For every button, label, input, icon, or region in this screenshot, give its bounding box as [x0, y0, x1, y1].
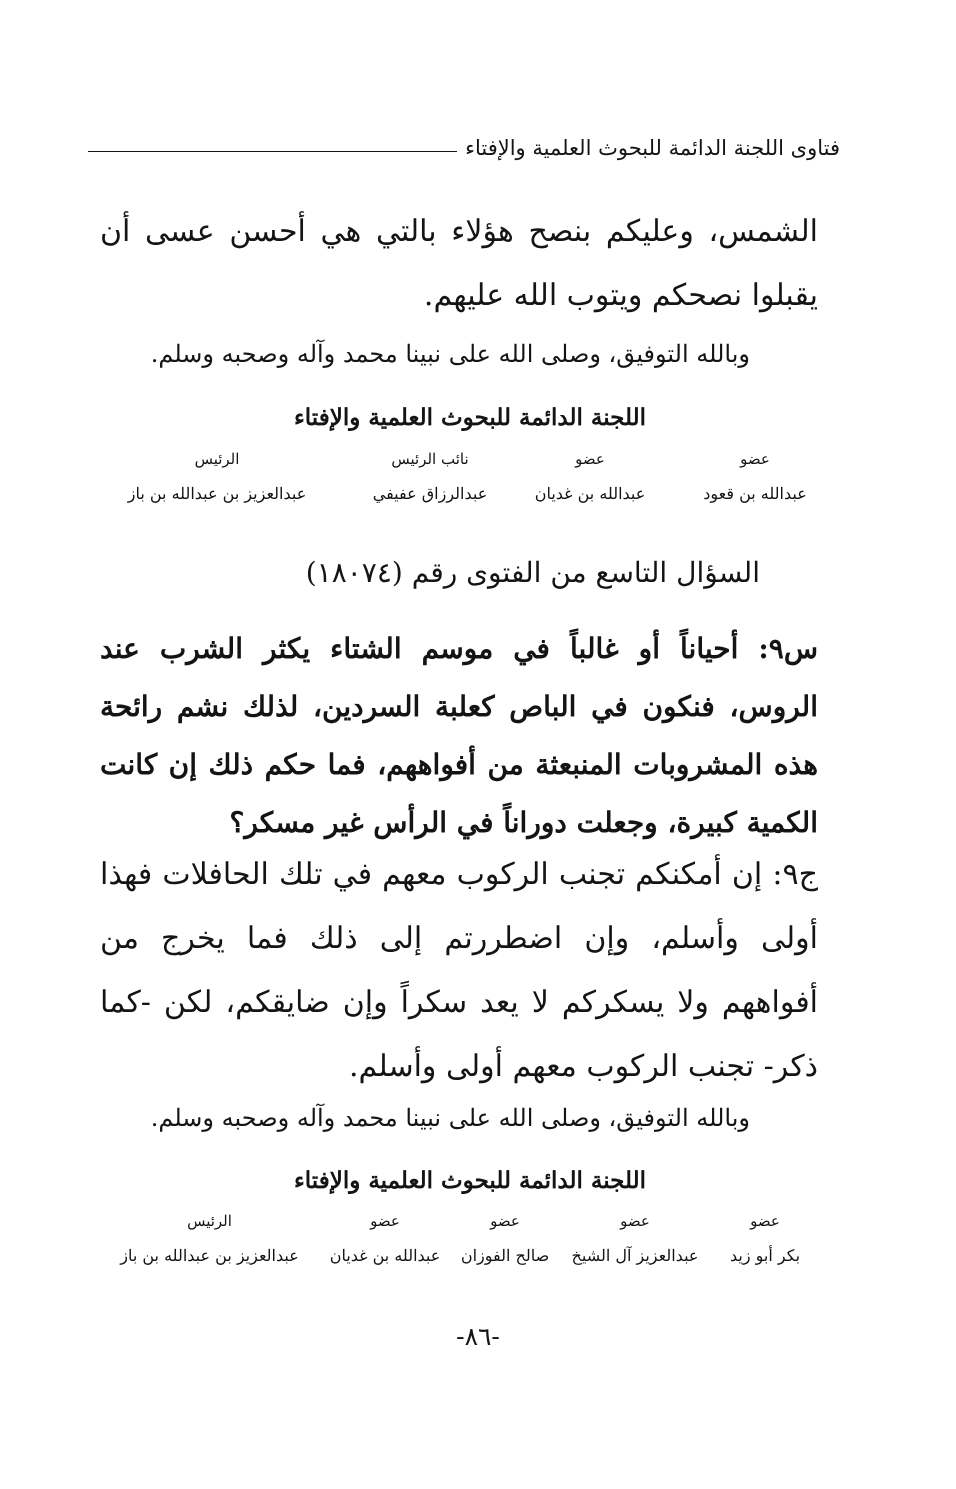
running-header	[88, 136, 840, 160]
signature-member-4	[320, 1212, 450, 1265]
signature-president	[104, 1212, 315, 1265]
signature-role: عضو	[490, 1212, 520, 1230]
header-rule	[88, 151, 457, 152]
signature-vice-president	[360, 450, 500, 503]
signature-role: عضو	[750, 1212, 780, 1230]
signature-role: عضو	[575, 450, 605, 468]
signature-role: عضو	[620, 1212, 650, 1230]
signature-member-2	[520, 450, 660, 503]
signatures-block-2	[104, 1212, 820, 1282]
signature-name: بكر أبو زيد	[729, 1246, 801, 1265]
signatures-block-1	[104, 450, 820, 520]
signature-role: الرئيس	[194, 450, 240, 468]
signature-role: نائب الرئيس	[391, 450, 469, 468]
signature-member-3	[450, 1212, 560, 1265]
question-paragraph: س٩: أحياناً أو غالباً في موسم الشتاء يكثر الشرب عند الروس، فنكون في الباص كعلبة السردين، لذلك نشم رائحة هذه المشروبات المنبعثة من أفواههم، فما حكم ذلك إن كانت الكمية كبيرة، وجعلت دوراناً في الرأس غير مسكر؟	[100, 632, 818, 839]
answer-paragraph: ج٩: إن أمكنكم تجنب الركوب معهم في تلك الحافلات فهذا أولى وأسلم، وإن اضطررتم إلى ذلك فما يخرج من أفواههم ولا يسكركم لا يعد سكراً وإن ضايقكم، لكن -كما ذكر- تجنب الركوب معهم أولى وأسلم.	[100, 857, 818, 1084]
signature-president	[104, 450, 330, 503]
header-title: فتاوى اللجنة الدائمة للبحوث العلمية والإفتاء	[465, 136, 840, 160]
signature-name: عبدالعزيز آل الشيخ	[571, 1246, 699, 1265]
signature-name: عبدالله بن غديان	[534, 484, 646, 503]
signature-member-2	[560, 1212, 710, 1265]
committee-title-1: اللجنة الدائمة للبحوث العلمية والإفتاء	[293, 404, 647, 431]
signature-name: عبدالرزاق عفيفي	[372, 484, 488, 503]
previous-fatwa-paragraph: الشمس، وعليكم بنصح هؤلاء بالتي هي أحسن عسى أن يقبلوا نصحكم ويتوب الله عليهم.	[100, 214, 818, 313]
closing-prayer-2: وبالله التوفيق، وصلى الله على نبينا محمد وآله وصحبه وسلم.	[150, 1104, 750, 1132]
committee-title-2: اللجنة الدائمة للبحوث العلمية والإفتاء	[293, 1167, 647, 1194]
signature-member-1	[690, 450, 820, 503]
signature-role: الرئيس	[187, 1212, 232, 1230]
signature-name: عبدالعزيز بن عبدالله بن باز	[127, 484, 307, 503]
signature-name: عبدالعزيز بن عبدالله بن باز	[120, 1246, 299, 1265]
signature-name: صالح الفوزان	[460, 1246, 550, 1265]
closing-prayer-1: وبالله التوفيق، وصلى الله على نبينا محمد وآله وصحبه وسلم.	[150, 340, 750, 368]
signature-member-1	[710, 1212, 820, 1265]
signature-role: عضو	[370, 1212, 400, 1230]
page-number: -٨٦-	[456, 1322, 500, 1351]
signature-role: عضو	[740, 450, 770, 468]
question-heading: السؤال التاسع من الفتوى رقم (١٨٠٧٤)	[305, 556, 760, 589]
signature-name: عبدالله بن قعود	[703, 484, 807, 503]
signature-name: عبدالله بن غديان	[329, 1246, 441, 1265]
